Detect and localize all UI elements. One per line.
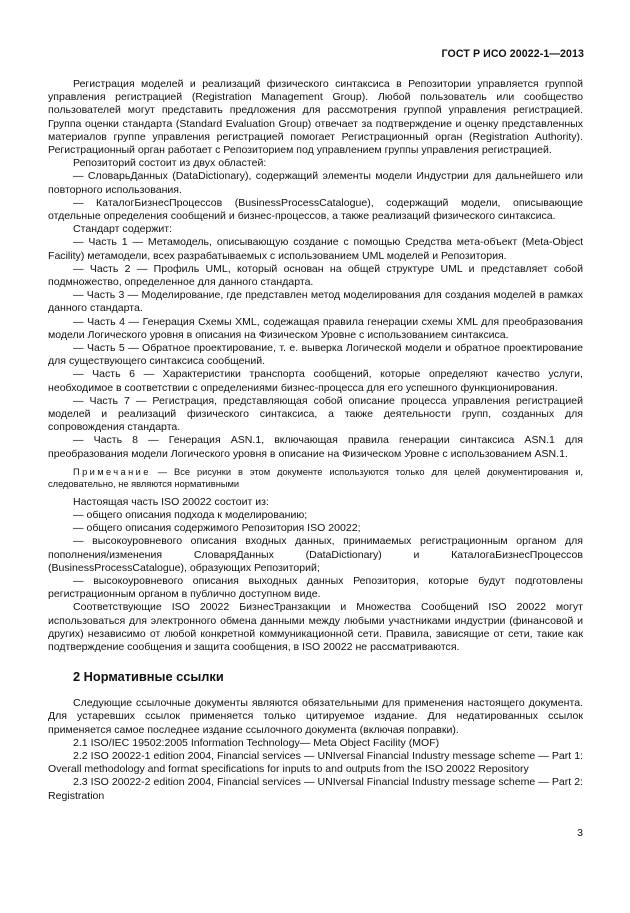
list-item: — Часть 8 — Генерация ASN.1, включающая правила генерации синтаксиса ASN.1 для преобразования модели Логического уровня в описание на Физическом Уровне с использованием ASN.1. <box>48 434 583 460</box>
reference-item: 2.2 ISO 20022-1 edition 2004, Financial services — UNIversal Financial Industry message scheme — Part 1: Overall methodology and format specifications for inputs to and outputs from the ISO 20022 Repository <box>48 749 583 776</box>
paragraph: Настоящая часть ISO 20022 состоит из: <box>73 495 269 508</box>
list-item: — СловарьДанных (DataDictionary), содержащий элементы модели Индустрии для дальнейшего или повторного использования. <box>48 170 583 196</box>
list-item: — общего описания содержимого Репозитория ISO 20022; <box>73 522 361 535</box>
list-item: — высокоуровневого описания выходных данных Репозитория, которые будут подготовлены регистрационным органом в публично доступном виде. <box>48 574 583 601</box>
document-body <box>48 78 583 803</box>
list-item: — Часть 4 — Генерация Схемы XML, содежащая правила генерации схемы XML для преобразования модели Логического уровня в описания на Физическом Уровне с использованием синтаксиса. <box>48 315 583 341</box>
list-item: — Часть 3 — Моделирование, где представлен метод моделирования для создания моделей в рамках данного стандарта. <box>48 289 583 315</box>
paragraph: Следующие ссылочные документы являются обязательными для применения настоящего документа. Для устаревших ссылок применяется только цитируемое издание. Для недатированных ссылок применяется самое последнее издание ссылочного документа (включая поправки). <box>48 697 583 736</box>
list-item: — КаталогБизнесПроцессов (BusinessProcessCatalogue), содержащий модели, описывающие отдельные определения сообщений и бизнес-процессов, а также реализаций физического синтаксиса. <box>48 196 583 223</box>
section-title: 2 Нормативные ссылки <box>73 669 224 685</box>
note <box>48 466 583 491</box>
list-item: — Часть 6 — Характеристики транспорта сообщений, которые определяют качество услуги, необходимое в соответствии с определениями бизнес-процесса для его успешного функционирования. <box>48 368 583 394</box>
list-item: — высокоуровневого описания входных данных, принимаемых регистрационным органом для пополнения/изменения СловаряДанных (DataDictionary) и КаталогаБизнесПроцессов (BusinessProcessCatalogue), образующих Репозиторий; <box>48 535 583 574</box>
paragraph: Соответствующие ISO 20022 БизнесТранзакции и Множества Сообщений ISO 20022 могут использоваться для электронного обмена данными между любыми участниками индустрии (финансовой и других) независимо от любой конкретной коммуникационной сети. Правила, зависящие от сети, такие как подтверждение сообщения и защита сообщения, в ISO 20022 не рассматриваются. <box>48 601 583 653</box>
paragraph: Регистрация моделей и реализаций физического синтаксиса в Репозитории управляется группой управления регистрацией (Registration Management Group). Любой пользователь или сообщество пользователей могут представить предложения для рассмотрения группой управления регистрацией. Группа оценки стандарта (Standard Evaluation Group) отвечает за подтверждение и оценку представленных материалов группе управления регистрацией помогает Регистрационный орган (Registration Authority). Регистрационный орган работает с Репозиторием под управлением группы управления регистрацией. <box>48 78 583 157</box>
reference-item: 2.1 ISO/IEC 19502:2005 Information Technology— Meta Object Facility (MOF) <box>73 736 440 749</box>
list-item: — общего описания подхода к моделированию; <box>73 508 308 521</box>
list-item: — Часть 2 — Профиль UML, который основан на общей структуре UML и представляет собой подмножество, определенное для данного стандарта. <box>48 262 583 289</box>
list-item: — Часть 1 — Метамодель, описывающую создание с помощью Средства мета-объект (Meta-Object Facility) метамодели, всех разрабатываемых с использованием UML моделей и Репозитория. <box>48 236 583 262</box>
note-text: — Все рисунки в этом документе используются только для целей документирования и, следовательно, не являются нормативными <box>48 466 583 490</box>
document-header: ГОСТ Р ИСО 20022-1—2013 <box>441 48 584 60</box>
list-item: — Часть 5 — Обратное проектирование, т. е. выверка Логической модели и обратное проектирование для существующего синтаксиса сообщений. <box>48 342 583 368</box>
page-number: 3 <box>577 827 583 839</box>
paragraph: Стандарт содержит: <box>73 223 173 236</box>
note-label: Примечание <box>73 466 151 477</box>
reference-item: 2.3 ISO 20022-2 edition 2004, Financial services — UNIversal Financial Industry message scheme — Part 2: Registration <box>48 776 583 802</box>
paragraph: Репозиторий состоит из двух областей: <box>73 157 267 170</box>
list-item: — Часть 7 — Регистрация, представляющая собой описание процесса управления регистрацией моделей и реализаций физического синтаксиса, а также деятельности групп, созданных для сопровождения стандарта. <box>48 394 583 434</box>
